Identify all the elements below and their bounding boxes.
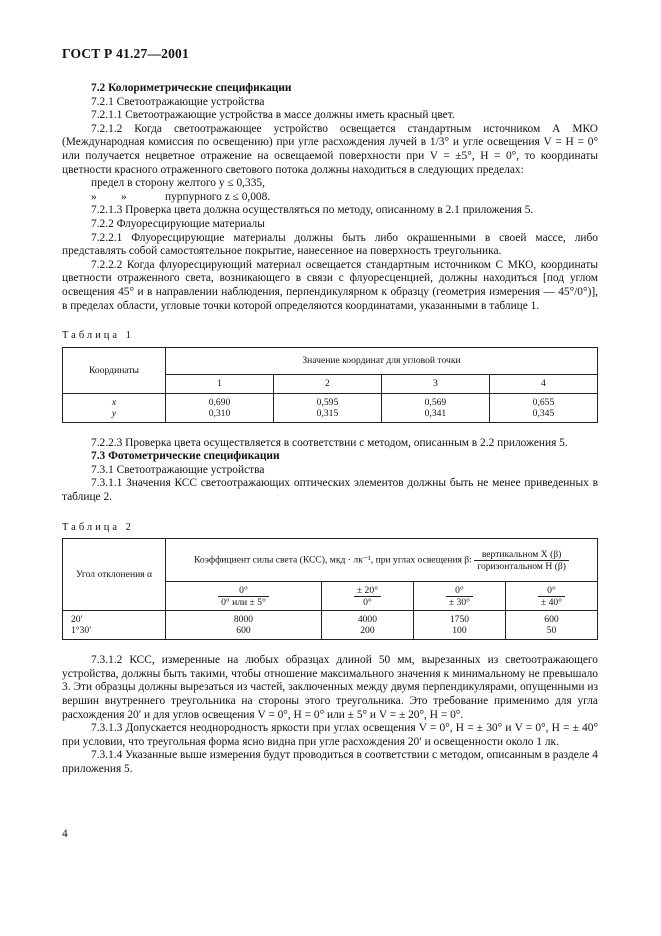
table1-cell [381, 393, 489, 422]
table1-caption: Таблица 1 [62, 330, 134, 342]
table1-cell [489, 393, 597, 422]
subheader-denominator: 0° или ± 5° [221, 596, 266, 608]
coef-value: 100 [452, 625, 467, 637]
table2-subheader [413, 582, 505, 611]
paragraph-7-2-2-2: 7.2.2.2 Когда флуоресцирующий материал освещается стандартным источником С МКО, координаты цветности отраженного света, возникающего в связи с флуоресценцией, должны находиться [под углом освещения 45° и в направлении наблюдения, перпендикулярном к образцу (геометрия измерения — 45°/0°)], в пределах области, угловые точки которой определяются координатами, указанными в таблице 1. [62, 258, 598, 312]
table1-point-4: 4 [489, 374, 597, 393]
table2-angle-header: Угол отклонения α [63, 539, 166, 611]
ditto-mark: » [91, 190, 97, 203]
subheader-numerator: 0° [218, 585, 269, 597]
y-value: 0,341 [424, 407, 447, 419]
table1-values-header: Значение координат для угловой точки [166, 347, 598, 374]
table1-coord-header: Координаты [63, 347, 166, 393]
y-value: 0,310 [208, 407, 231, 419]
paragraph-7-2-1-2: 7.2.1.2 Когда светоотражающее устройство освещается стандартным источником А МКО (Международная комиссия по освещению) при угле расхождения лучей в 1/3° и угле освещения V = H = 0° или получается нецветное отражение на освещаемой поверхности при V = ±5°, H = 0°, то координаты цветности красного отраженного светового потока должны находиться в следующих пределах: [62, 122, 598, 176]
table1-point-1: 1 [166, 374, 274, 393]
table2-cell [166, 611, 322, 640]
limit-purple-line [62, 191, 598, 205]
table2-subheader [321, 582, 413, 611]
table2-cell [505, 611, 597, 640]
coef-value: 600 [544, 614, 559, 626]
coef-value: 8000 [233, 614, 254, 626]
coef-value: 600 [236, 625, 251, 637]
coef-header-text: Коэффициент силы света (КСС), мкд · лк⁻¹, при углах освещения β: [194, 554, 472, 566]
limit-yellow: предел в сторону желтого y ≤ 0,335, [91, 177, 265, 190]
fraction-denominator: горизонтальном H (β) [477, 560, 566, 572]
coef-value: 50 [546, 625, 557, 637]
x-value: 0,690 [208, 396, 231, 408]
subheader-numerator: 0° [538, 585, 565, 597]
x-value: 0,569 [424, 396, 447, 408]
paragraph-7-2-1: 7.2.1 Светоотражающие устройства [91, 95, 265, 108]
subheader-denominator: ± 30° [448, 596, 470, 608]
coef-value: 200 [360, 625, 375, 637]
row-y-label: y [111, 407, 117, 419]
paragraph-7-3-1-4: 7.3.1.4 Указанные выше измерения будут проводиться в соответствии с методом, описанным в разделе 4 приложения 5. [62, 749, 598, 775]
table1-point-3: 3 [381, 374, 489, 393]
subheader-denominator: 0° [363, 596, 372, 608]
paragraph-7-3-1: 7.3.1 Светоотражающие устройства [91, 463, 265, 476]
table1-cell [273, 393, 381, 422]
paragraph-7-2-1-3: 7.2.1.3 Проверка цвета должна осуществляться по методу, описанному в 2.1 приложения 5. [91, 204, 534, 217]
table2-cell [413, 611, 505, 640]
subheader-numerator: 0° [446, 585, 473, 597]
paragraph-7-3-1-1: 7.3.1.1 Значения КСС светоотражающих оптических элементов должны быть не менее приведенных в таблице 2. [62, 477, 598, 504]
table2-angle-cell [63, 611, 166, 640]
table1-point-2: 2 [273, 374, 381, 393]
x-value: 0,655 [532, 396, 555, 408]
angle-value: 1°30′ [71, 625, 92, 637]
section-title-7-3: 7.3 Фотометрические спецификации [91, 450, 280, 463]
paragraph-7-3-1-3: 7.3.1.3 Допускается неоднородность яркости при углах освещения V = 0°, H = ± 30° и V = 0°, H = ± 40° при условии, что треугольная форма ясно видна при угле расхождения 20′ и освещенности около 1 лк. [62, 722, 598, 748]
paragraph-7-2-2: 7.2.2 Флуоресцирующие материалы [91, 217, 265, 230]
row-x-label: x [111, 396, 117, 408]
document-header: ГОСТ Р 41.27—2001 [62, 46, 189, 61]
y-value: 0,315 [316, 407, 339, 419]
table-1 [62, 347, 598, 423]
fraction-numerator: вертикальном X (β) [474, 549, 569, 561]
paragraph-7-3-1-2: 7.3.1.2 КСС, измеренные на любых образцах длиной 50 мм, вырезанных из светоотражающего устройства, должны быть такими, чтобы отношение максимального значения к минимальному не превышало 3. Эти образцы должны вырезаться из частей, заключенных между двумя перпендикулярами, опущенными из вершин внутреннего треугольника на стороны этого треугольника. Это требование применимо для угла расхождения 20′ и для углов освещения V = 0°, H = 0° или ± 5° и V = ± 20°, H = 0°. [62, 654, 598, 721]
subheader-numerator: ± 20° [354, 585, 381, 597]
section-title-7-2: 7.2 Колориметрические спецификации [91, 82, 292, 94]
ditto-mark: » [121, 190, 127, 203]
coef-value: 1750 [449, 614, 470, 626]
x-value: 0,595 [316, 396, 339, 408]
limit-purple: пурпурного z ≤ 0,008. [165, 190, 271, 203]
table2-cell [321, 611, 413, 640]
table2-subheader [166, 582, 322, 611]
y-value: 0,345 [532, 407, 555, 419]
paragraph-7-2-2-3: 7.2.2.3 Проверка цвета осуществляется в соответствии с методом, описанным в 2.2 приложения 5. [91, 436, 568, 449]
paragraph-7-2-1-1: 7.2.1.1 Светоотражающие устройства в массе должны иметь красный цвет. [91, 109, 455, 122]
table2-coef-header [166, 539, 598, 582]
table-2 [62, 538, 598, 640]
paragraph-7-2-2-1: 7.2.2.1 Флуоресцирующие материалы должны быть либо окрашенными в своей массе, либо представлять собой самостоятельное покрытие, нанесенное на поверхность треугольника. [62, 231, 598, 258]
angle-value: 20′ [71, 614, 83, 626]
page-content [62, 82, 598, 777]
table2-caption: Таблица 2 [62, 521, 134, 533]
page-number: 4 [62, 828, 68, 840]
angle-fraction [474, 549, 569, 572]
table1-cell [166, 393, 274, 422]
coef-value: 4000 [357, 614, 378, 626]
table1-row-labels [63, 393, 166, 422]
subheader-denominator: ± 40° [540, 596, 563, 608]
table2-subheader [505, 582, 597, 611]
